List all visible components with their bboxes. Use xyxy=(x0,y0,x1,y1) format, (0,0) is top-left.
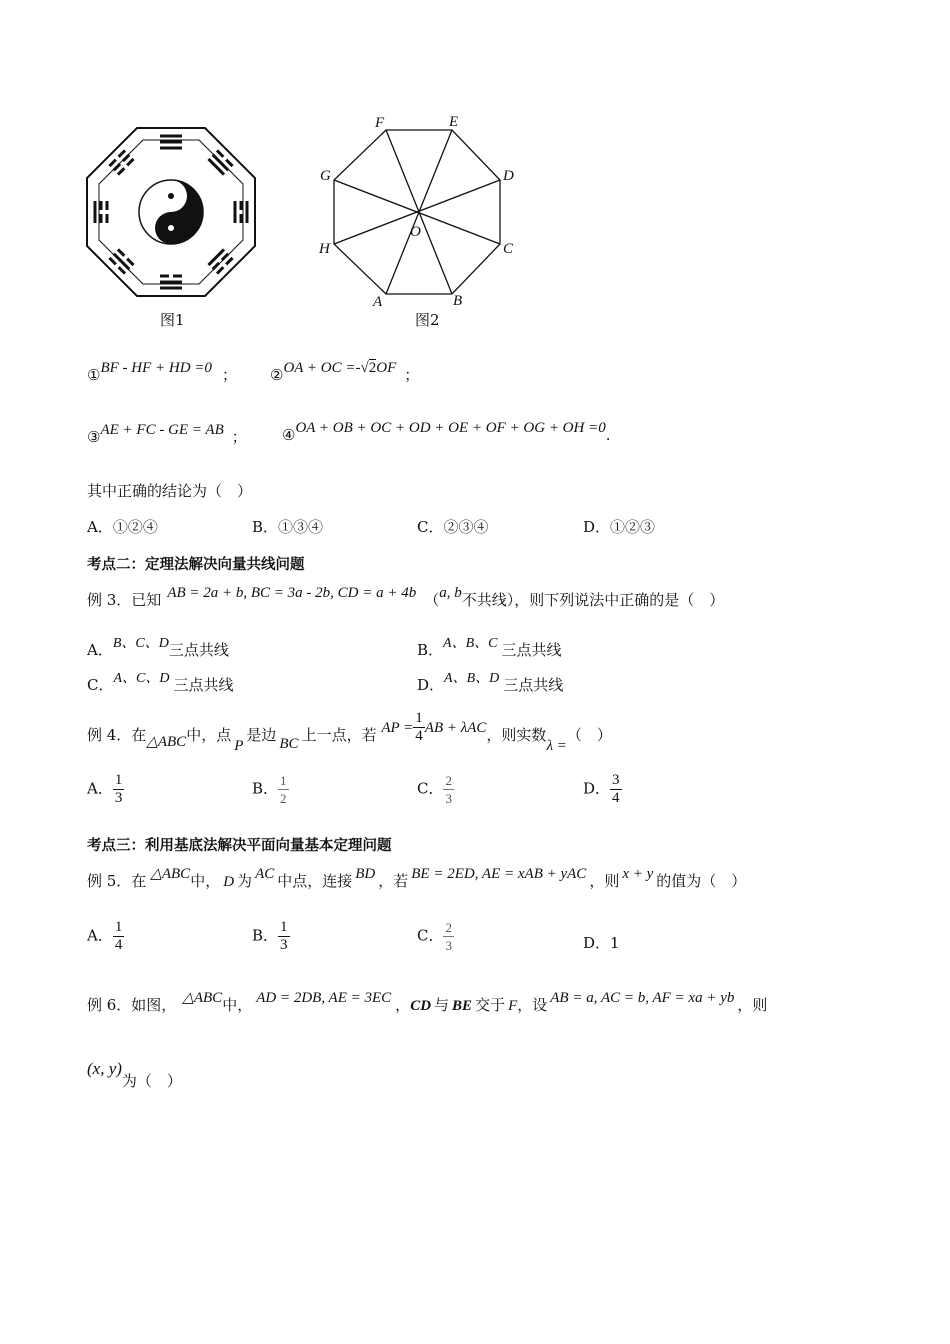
section-heading-3: 考点三：利用基底法解决平面向量基本定理问题 xyxy=(87,838,392,854)
label-B: B xyxy=(453,293,463,309)
label-G: G xyxy=(320,168,331,184)
ex3-option-d: D．A、B、D 三点共线 xyxy=(417,671,564,694)
statement-number: ④ xyxy=(282,426,296,444)
example-6-cont: (x, y)为（ ） xyxy=(87,1059,182,1090)
ex5-option-a: A． $\frac{1}{4}$ xyxy=(87,919,123,953)
question-intro: 其中正确的结论为（ ） xyxy=(87,482,253,500)
option-b: B．①③④ xyxy=(252,518,324,536)
label-F: F xyxy=(375,115,385,131)
ex3-option-c: C．A、C、D 三点共线 xyxy=(87,671,234,694)
statement-2: ②OA + OC =-√2OF ； xyxy=(270,360,420,384)
statement-expr: BF - HF + HD =0 xyxy=(100,360,212,376)
label-E: E xyxy=(449,114,459,130)
label-D: D xyxy=(503,168,514,184)
ex4-option-a: A． $\frac{1}{3}$ xyxy=(87,772,123,806)
example-4: 例 4．在△ABC中，点P是边 BC 上一点，若 AP = $\frac{1}{4}$ AB + λAC，则实数λ =（ ） xyxy=(87,710,612,754)
option-c: C．②③④ xyxy=(417,518,489,536)
statement-number: ① xyxy=(87,366,101,384)
octagon-figure xyxy=(312,108,527,313)
ex3-option-a: A．B、C、D三点共线 xyxy=(87,636,229,659)
option-d: D．①②③ xyxy=(583,518,656,536)
ex4-option-c: C． $\frac{2}{3}$ xyxy=(417,773,452,806)
example-5: 例 5．在 △ABC中， D 为 AC 中点，连接 BD ，若 BE = 2ED, AE = xAB + yAC ，则 x + y 的值为（ ） xyxy=(87,866,747,890)
statement-number: ③ xyxy=(87,428,101,446)
ex3-option-b: B．A、B、C 三点共线 xyxy=(417,636,562,659)
statement-3: ③AE + FC - GE = AB ； xyxy=(87,422,247,446)
example-6: 例 6．如图， △ABC中， AD = 2DB, AE = 3EC ，CD 与 BE 交于 F，设 AB = a, AC = b, AF = xa + yb ，则 xyxy=(87,990,768,1014)
statement-4: ④OA + OB + OC + OD + OE + OF + OG + OH =0. xyxy=(282,420,611,444)
statement-1: ①BF - HF + HD =0 ； xyxy=(87,360,237,384)
example-3: 例 3．已知 AB = 2a + b, BC = 3a - 2b, CD = a + 4b （a, b不共线），则下列说法中正确的是（ ） xyxy=(87,585,725,609)
bagua-figure xyxy=(85,126,257,298)
ex4-option-b: B． $\frac{1}{2}$ xyxy=(252,773,287,806)
figure2-caption: 图2 xyxy=(415,311,440,329)
label-A: A xyxy=(373,294,383,310)
section-heading-2: 考点二：定理法解决向量共线问题 xyxy=(87,557,305,573)
ex4-option-d: D． $\frac{3}{4}$ xyxy=(583,772,620,806)
label-O: O xyxy=(410,224,421,240)
label-C: C xyxy=(503,241,514,257)
label-H: H xyxy=(319,241,330,257)
ex5-option-b: B． $\frac{1}{3}$ xyxy=(252,919,288,953)
statement-number: ② xyxy=(270,366,284,384)
ex5-option-c: C． $\frac{2}{3}$ xyxy=(417,920,452,953)
ex5-option-d: D．1 xyxy=(583,934,620,952)
figure1-caption: 图1 xyxy=(160,311,185,329)
option-a: A．①②④ xyxy=(87,518,158,536)
